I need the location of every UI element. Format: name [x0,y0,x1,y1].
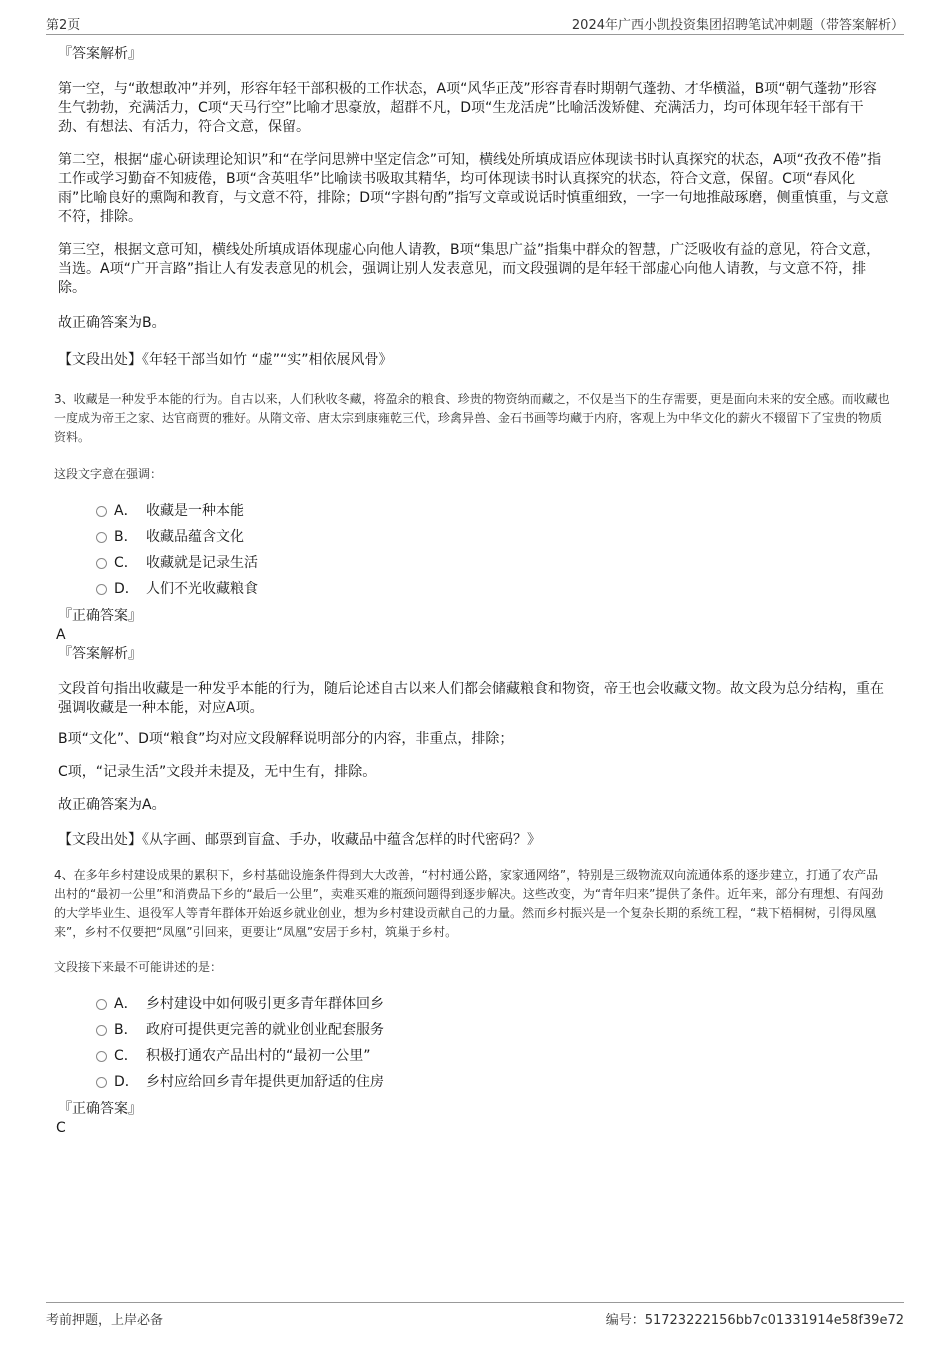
q2-analysis-paragraph: 第三空，根据文意可知，横线处所填成语体现虚心向他人请教，B项“集思广益”指集中群众的智慧，广泛吸收有益的意见，符合文意，当选。A项“广开言路”指让人有发表意见的机会，强调让别人发表意见，而文段强调的是年轻干部虚心向他人请教，与文意不符，排除。 [58,242,881,296]
page-header [46,14,904,35]
q4-option-c[interactable]: C． 积极打通农产品出村的“最初一公里” [58,1043,890,1069]
q2-analysis-paragraph: 第一空，与“敢想敢冲”并列，形容年轻干部积极的工作状态，A项“风华正茂”形容青春时期朝气蓬勃、才华横溢，B项“朝气蓬勃”形容生气勃勃，充满活力，C项“天马行空”比喻才思豪放，超群不凡，D项“生龙活虎”比喻活泼矫健、充满活力，均可体现年轻干部有干劲、有想法、有活力，符合文意，保留。 [58,81,877,135]
radio-button-icon[interactable] [96,532,107,543]
q3-analysis-label: 『答案解析』 [58,646,142,662]
q3-option-b[interactable]: B． 收藏品蕴含文化 [58,524,890,550]
q3-analysis-paragraph: 文段首句指出收藏是一种发乎本能的行为，随后论述自古以来人们都会储藏粮食和物资，帝王也会收藏文物。故文段为总分结构，重在强调收藏是一种本能，对应A项。 [58,681,884,716]
q3-options [58,498,890,602]
q3-prompt: 这段文字意在强调： [54,467,163,481]
q3-option-a[interactable]: A． 收藏是一种本能 [58,498,890,524]
q4-answer: C [56,1120,66,1136]
q3-question-text: 3、收藏是一种发乎本能的行为。自古以来，人们秋收冬藏，将盈余的粮食、珍贵的物资纳而藏之，不仅是当下的生存需要，更是面向未来的安全感。而收藏也一度成为帝王之家、达官商贾的雅好。从隋文帝、唐太宗到康雍乾三代，珍禽异兽、金石书画等均藏于内府，客观上为中华文化的薪火不辍留下了宝贵的物质资料。 [54,392,890,444]
q4-option-a[interactable]: A． 乡村建设中如何吸引更多青年群体回乡 [58,991,890,1017]
q4-question-text: 4、在多年乡村建设成果的累积下，乡村基础设施条件得到大大改善，“村村通公路，家家通网络”，特别是三级物流双向流通体系的逐步建立，打通了农产品出村的“最初一公里”和消费品下乡的“最后一公里”，卖难买难的瓶颈问题得到逐步解决。这些改变，为“青年归来”提供了条件。近年来，部分有理想、有闯劲的大学毕业生、退役军人等青年群体开始返乡就业创业，想为乡村建设贡献自己的力量。然而乡村振兴是一个复杂长期的系统工程，“栽下梧桐树，引得凤凰来”，乡村不仅要把“凤凰”引回来，更要让“凤凰”安居于乡村，筑巢于乡村。 [54,868,884,939]
q2-conclusion: 故正确答案为B。 [58,315,166,331]
q2-analysis-label: 『答案解析』 [58,46,142,62]
q2-source: 【文段出处】《年轻干部当如竹 “虚”“实”相依展风骨》 [58,352,393,368]
q3-answer-label: 『正确答案』 [58,608,142,624]
page-content [54,44,890,1137]
q3-analysis-paragraph: B项“文化”、D项“粮食”均对应文段解释说明部分的内容，非重点，排除； [58,731,514,747]
radio-button-icon[interactable] [96,506,107,517]
footer-slogan: 考前押题，上岸必备 [46,1313,164,1328]
page-footer [46,1302,904,1327]
q3-answer: A [56,627,66,643]
q3-option-d[interactable]: D． 人们不光收藏粮食 [58,576,890,602]
radio-button-icon[interactable] [96,1025,107,1036]
q4-prompt: 文段接下来最不可能讲述的是： [54,960,223,974]
radio-button-icon[interactable] [96,1077,107,1088]
q4-option-d[interactable]: D． 乡村应给回乡青年提供更加舒适的住房 [58,1069,890,1095]
page-number: 第2页 [46,18,81,33]
document-title: 2024年广西小凯投资集团招聘笔试冲刺题（带答案解析） [571,18,904,33]
document-id: 编号：51723222156bb7c01331914e58f39e72 [605,1313,904,1328]
radio-button-icon[interactable] [96,584,107,595]
q4-option-b[interactable]: B． 政府可提供更完善的就业创业配套服务 [58,1017,890,1043]
q3-option-c[interactable]: C． 收藏就是记录生活 [58,550,890,576]
radio-button-icon[interactable] [96,1051,107,1062]
q3-conclusion: 故正确答案为A。 [58,797,166,813]
q4-answer-label: 『正确答案』 [58,1101,142,1117]
radio-button-icon[interactable] [96,999,107,1010]
radio-button-icon[interactable] [96,558,107,569]
q4-options [58,991,890,1095]
q3-analysis-paragraph: C项，“记录生活”文段并未提及，无中生有，排除。 [58,764,377,780]
q3-source: 【文段出处】《从字画、邮票到盲盒、手办，收藏品中蕴含怎样的时代密码？》 [58,832,541,848]
q2-analysis-paragraph: 第二空，根据“虚心研读理论知识”和“在学问思辨中坚定信念”可知，横线处所填成语应体现读书时认真探究的状态，A项“孜孜不倦”指工作或学习勤奋不知疲倦，B项“含英咀华”比喻读书吸取其精华，均可体现读书时认真探究的状态，符合文意，保留。C项“春风化雨”比喻良好的熏陶和教育，与文意不符，排除；D项“字斟句酌”指写文章或说话时慎重细致，一字一句地推敲琢磨，侧重慎重，与文意不符，排除。 [58,152,889,225]
